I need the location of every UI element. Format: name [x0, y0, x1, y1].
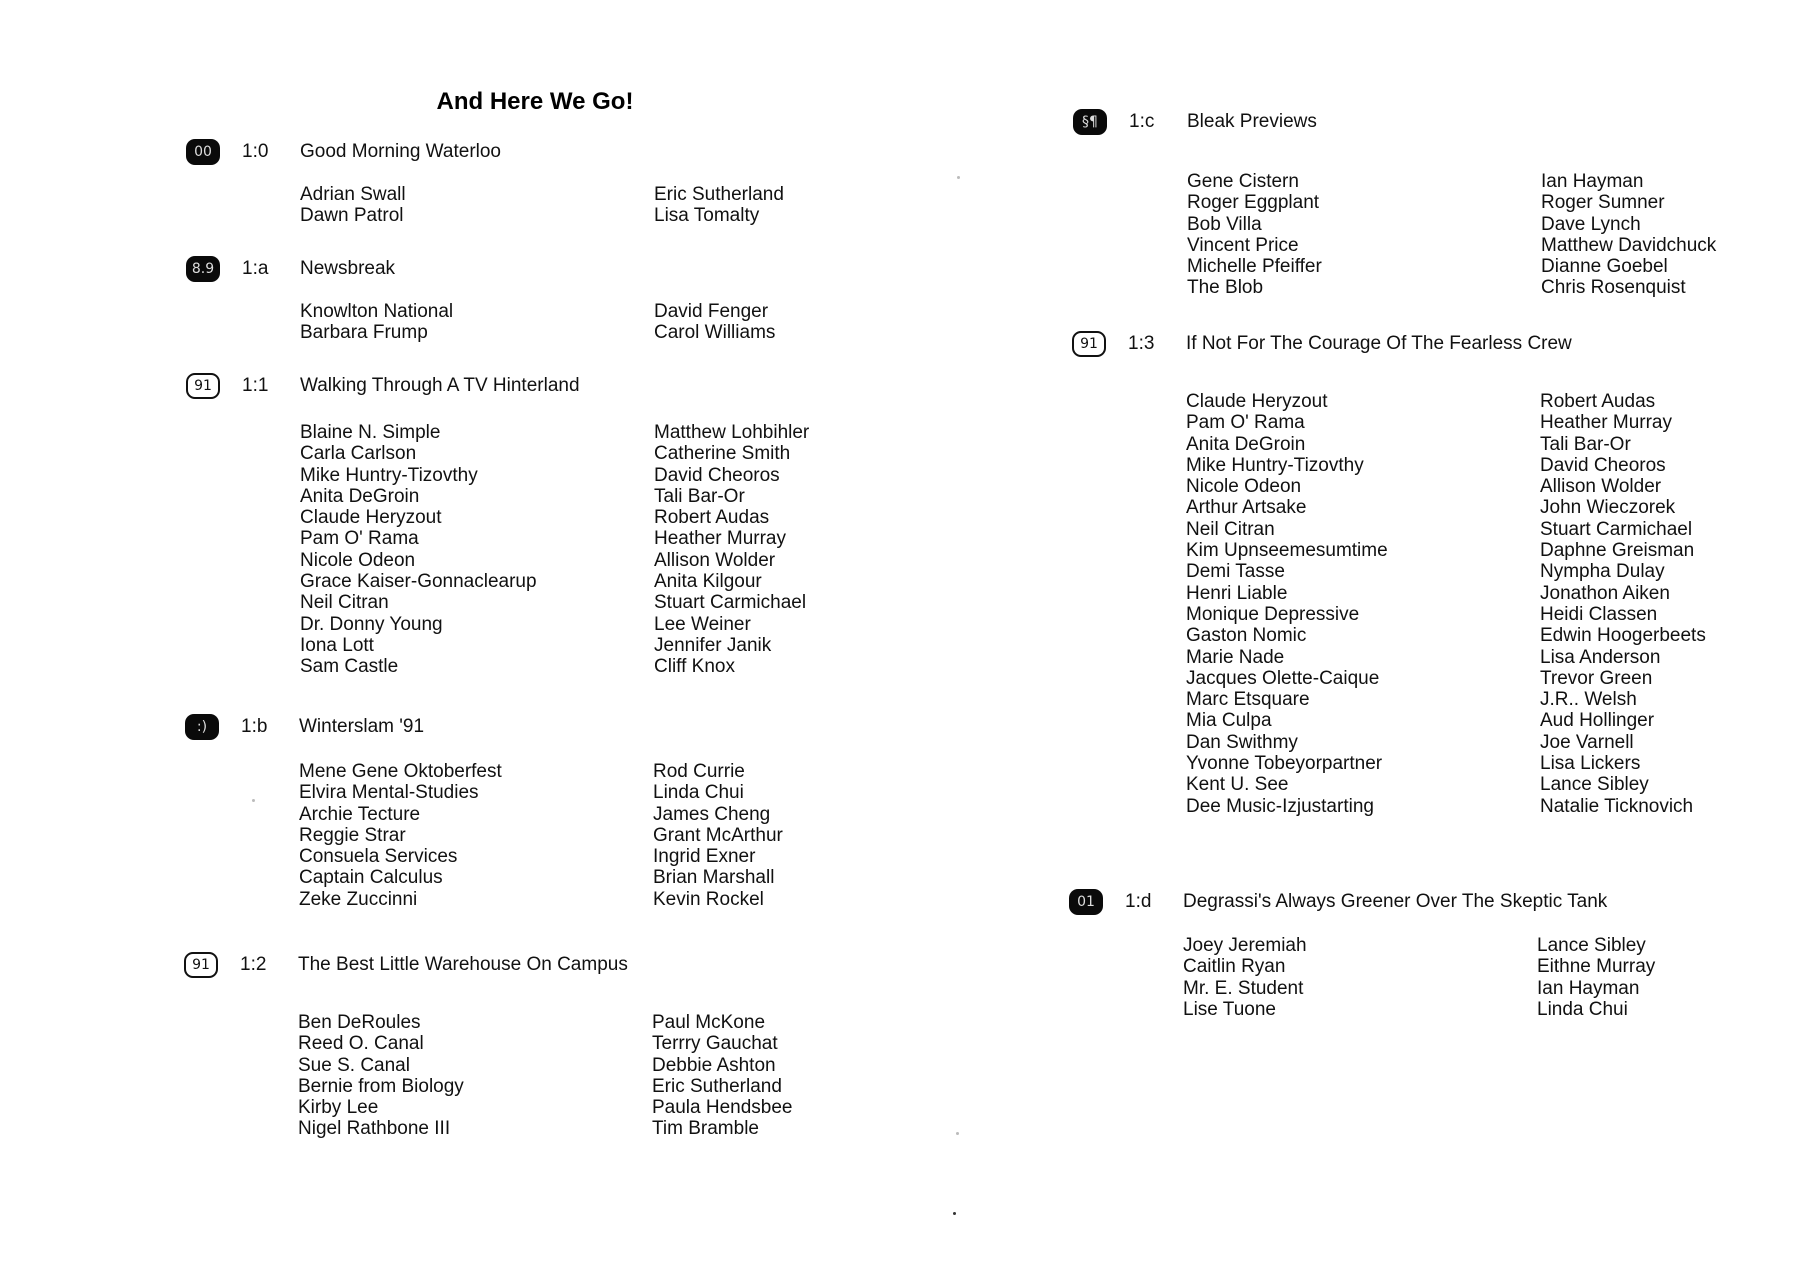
credit-name: Nigel Rathbone III [298, 1118, 451, 1140]
scan-speck [252, 799, 255, 802]
credit-name: Dave Lynch [1541, 213, 1641, 235]
credit-name: Eric Sutherland [652, 1075, 782, 1097]
credit-name: Anita Kilgour [654, 571, 762, 593]
credit-name: Sue S. Canal [298, 1054, 410, 1076]
credit-name: Ben DeRoules [298, 1012, 421, 1033]
credit-name: Vincent Price [1187, 234, 1299, 256]
credit-name: Cliff Knox [654, 656, 735, 678]
credit-name: Lee Weiner [654, 613, 751, 635]
scan-speck [956, 1132, 959, 1135]
credit-name: Linda Chui [653, 782, 744, 804]
credits-column-right [654, 422, 809, 678]
credit-name: Brian Marshall [653, 867, 775, 889]
credits-column-right [1540, 391, 1706, 817]
section-number: 1:c [1129, 111, 1155, 132]
credit-name: Paul McKone [652, 1012, 766, 1033]
credit-name: Allison Wolder [654, 549, 776, 571]
credit-name: Neil Citran [300, 592, 389, 614]
section-title: Winterslam '91 [299, 716, 425, 737]
credit-name: Michelle Pfeiffer [1187, 256, 1322, 278]
credits-column-left [298, 1012, 464, 1140]
credit-name: Arthur Artsake [1186, 497, 1307, 519]
credit-name: Heather Murray [1540, 412, 1672, 434]
credit-name: Yvonne Tobeyorpartner [1186, 753, 1383, 775]
year-badge-icon: 91 [186, 373, 220, 399]
credit-name: Mike Huntry-Tizovthy [300, 464, 478, 486]
credit-name: Marc Etsquare [1186, 689, 1310, 711]
credit-name: Adrian Swall [300, 184, 406, 205]
credit-name: Stuart Carmichael [654, 592, 807, 614]
credit-name: Nicole Odeon [1186, 476, 1302, 498]
credit-name: Ingrid Exner [653, 846, 756, 868]
credit-name: Dianne Goebel [1541, 256, 1668, 278]
section-title: Degrassi's Always Greener Over The Skeptic Tank [1183, 891, 1608, 912]
credit-name: Linda Chui [1537, 998, 1628, 1020]
credit-name: Ian Hayman [1541, 171, 1644, 192]
credit-name: Bernie from Biology [298, 1075, 464, 1097]
credit-name: Lise Tuone [1183, 998, 1276, 1020]
credit-name: Iona Lott [300, 634, 374, 656]
credit-name: Dan Swithmy [1186, 731, 1298, 753]
credit-name: Edwin Hoogerbeets [1540, 625, 1706, 647]
credit-name: Joe Varnell [1540, 731, 1634, 753]
credit-name: Henri Liable [1186, 582, 1288, 604]
tape-counter-badge-icon: 00 [186, 139, 220, 165]
credits-column-right [653, 761, 783, 910]
credit-name: Mene Gene Oktoberfest [299, 761, 502, 782]
credit-name: Catherine Smith [654, 443, 791, 465]
credit-name: John Wieczorek [1540, 497, 1676, 519]
credit-name: Roger Eggplant [1187, 192, 1320, 214]
credit-name: Roger Sumner [1541, 192, 1665, 214]
credit-name: Tali Bar-Or [1540, 433, 1631, 455]
credit-name: Carol Williams [654, 322, 776, 344]
section-number: 1:3 [1128, 333, 1155, 354]
section-number: 1:0 [242, 141, 269, 162]
credit-name: Trevor Green [1540, 667, 1653, 689]
credit-name: The Blob [1187, 277, 1264, 299]
credit-name: Eric Sutherland [654, 184, 784, 205]
credit-name: Matthew Lohbihler [654, 422, 810, 443]
credit-name: Tim Bramble [652, 1118, 759, 1140]
credit-name: Joey Jeremiah [1183, 935, 1307, 956]
credit-name: Natalie Ticknovich [1540, 795, 1694, 817]
section-number: 1:d [1125, 891, 1152, 912]
year-badge-icon: 91 [184, 952, 218, 978]
credits-column-left [300, 301, 453, 344]
credit-name: Debbie Ashton [652, 1054, 776, 1076]
section-title: Newsbreak [300, 258, 396, 279]
credit-name: Gaston Nomic [1186, 625, 1307, 647]
credit-name: Nicole Odeon [300, 549, 416, 571]
credit-name: Reed O. Canal [298, 1033, 424, 1055]
credit-name: Nympha Dulay [1540, 561, 1665, 583]
credit-name: Archie Tecture [299, 803, 421, 825]
scan-speck [953, 1212, 956, 1215]
credits-column-right [652, 1012, 793, 1140]
credit-name: Jacques Olette-Caique [1186, 667, 1380, 689]
credit-name: Blaine N. Simple [300, 422, 441, 443]
credit-name: Neil Citran [1186, 518, 1275, 540]
credit-name: Barbara Frump [300, 322, 428, 344]
credits-column-left [299, 761, 502, 910]
credits-column-right [1537, 935, 1655, 1020]
credit-name: Mr. E. Student [1183, 977, 1304, 999]
tape-counter-badge-icon: 8.9 [186, 256, 220, 282]
credit-name: Kim Upnseemesumtime [1186, 540, 1388, 562]
credit-name: Grant McArthur [653, 824, 783, 846]
section-title: Good Morning Waterloo [300, 141, 502, 162]
credit-name: Bob Villa [1187, 213, 1262, 235]
credit-name: Anita DeGroin [300, 485, 420, 507]
credit-name: Demi Tasse [1186, 561, 1285, 583]
credit-name: Dawn Patrol [300, 205, 404, 227]
credit-name: Grace Kaiser-Gonnaclearup [300, 571, 537, 593]
tape-counter-badge-icon: 01 [1069, 889, 1103, 915]
credit-name: Rod Currie [653, 761, 745, 782]
section-number: 1:b [241, 716, 268, 737]
credit-name: Heidi Classen [1540, 603, 1658, 625]
credit-name: Lisa Tomalty [654, 205, 760, 227]
credit-name: David Fenger [654, 301, 769, 322]
credit-name: Daphne Greisman [1540, 540, 1695, 562]
credits-column-left [300, 184, 406, 227]
credit-name: Tali Bar-Or [654, 485, 745, 507]
credit-name: J.R.. Welsh [1540, 689, 1637, 711]
credit-name: Robert Audas [654, 507, 770, 529]
credit-name: Captain Calculus [299, 867, 443, 889]
credit-name: Jonathon Aiken [1540, 582, 1670, 604]
credit-name: Heather Murray [654, 528, 786, 550]
section-number: 1:2 [240, 954, 267, 975]
credit-name: Carla Carlson [300, 443, 417, 465]
credit-name: Jennifer Janik [654, 634, 772, 656]
credits-column-left [1187, 171, 1322, 299]
credit-name: Lisa Anderson [1540, 646, 1661, 668]
credit-name: Stuart Carmichael [1540, 518, 1693, 540]
credit-name: David Cheoros [654, 464, 780, 486]
credit-name: Knowlton National [300, 301, 454, 322]
credit-name: Zeke Zuccinni [299, 888, 418, 910]
scan-speck [957, 176, 960, 179]
credit-name: Claude Heryzout [300, 507, 442, 529]
credit-name: Gene Cistern [1187, 171, 1299, 192]
credit-name: Eithne Murray [1537, 956, 1656, 978]
credit-name: Sam Castle [300, 656, 399, 678]
credit-name: Reggie Strar [299, 824, 406, 846]
credit-name: Elvira Mental-Studies [299, 782, 479, 804]
credit-name: David Cheoros [1540, 454, 1666, 476]
section-number: 1:1 [242, 375, 269, 396]
credits-column-right [1541, 171, 1716, 299]
credits-column-right [654, 184, 784, 227]
credit-name: Kirby Lee [298, 1097, 379, 1119]
credit-name: Consuela Services [299, 846, 458, 868]
section-title: Walking Through A TV Hinterland [300, 375, 580, 396]
credit-name: Aud Hollinger [1540, 710, 1655, 732]
credit-name: Mike Huntry-Tizovthy [1186, 454, 1364, 476]
credit-name: Terrry Gauchat [652, 1033, 778, 1055]
section-title: If Not For The Courage Of The Fearless Crew [1186, 333, 1572, 354]
credits-column-right [654, 301, 775, 344]
credit-name: Lance Sibley [1537, 935, 1646, 956]
credit-name: Allison Wolder [1540, 476, 1662, 498]
section-number: 1:a [242, 258, 269, 279]
credit-name: Kevin Rockel [653, 888, 764, 910]
credits-column-left [1183, 935, 1307, 1020]
credit-name: Dr. Donny Young [300, 613, 443, 635]
credit-name: Ian Hayman [1537, 977, 1640, 999]
credit-name: James Cheng [653, 803, 771, 825]
credit-name: Anita DeGroin [1186, 433, 1306, 455]
section-title: Bleak Previews [1187, 111, 1317, 132]
credits-column-left [300, 422, 537, 678]
credit-name: Paula Hendsbee [652, 1097, 793, 1119]
smiley-badge-icon: :) [185, 714, 219, 740]
credit-name: Matthew Davidchuck [1541, 234, 1717, 256]
credit-name: Lisa Lickers [1540, 753, 1641, 775]
page-title: And Here We Go! [436, 88, 634, 115]
credit-name: Caitlin Ryan [1183, 956, 1286, 978]
credits-column-left [1186, 391, 1388, 817]
year-badge-icon: 91 [1072, 331, 1106, 357]
credit-name: Monique Depressive [1186, 603, 1360, 625]
credit-name: Claude Heryzout [1186, 391, 1328, 412]
credit-name: Pam O' Rama [1186, 412, 1305, 434]
credit-name: Chris Rosenquist [1541, 277, 1686, 299]
credit-name: Dee Music-Izjustarting [1186, 795, 1374, 817]
credit-name: Kent U. See [1186, 774, 1289, 796]
credit-name: Pam O' Rama [300, 528, 419, 550]
section-paragraph-badge-icon: §¶ [1073, 109, 1107, 135]
credit-name: Lance Sibley [1540, 774, 1649, 796]
section-title: The Best Little Warehouse On Campus [298, 954, 628, 975]
credit-name: Marie Nade [1186, 646, 1285, 668]
credit-name: Mia Culpa [1186, 710, 1272, 732]
credit-name: Robert Audas [1540, 391, 1656, 412]
